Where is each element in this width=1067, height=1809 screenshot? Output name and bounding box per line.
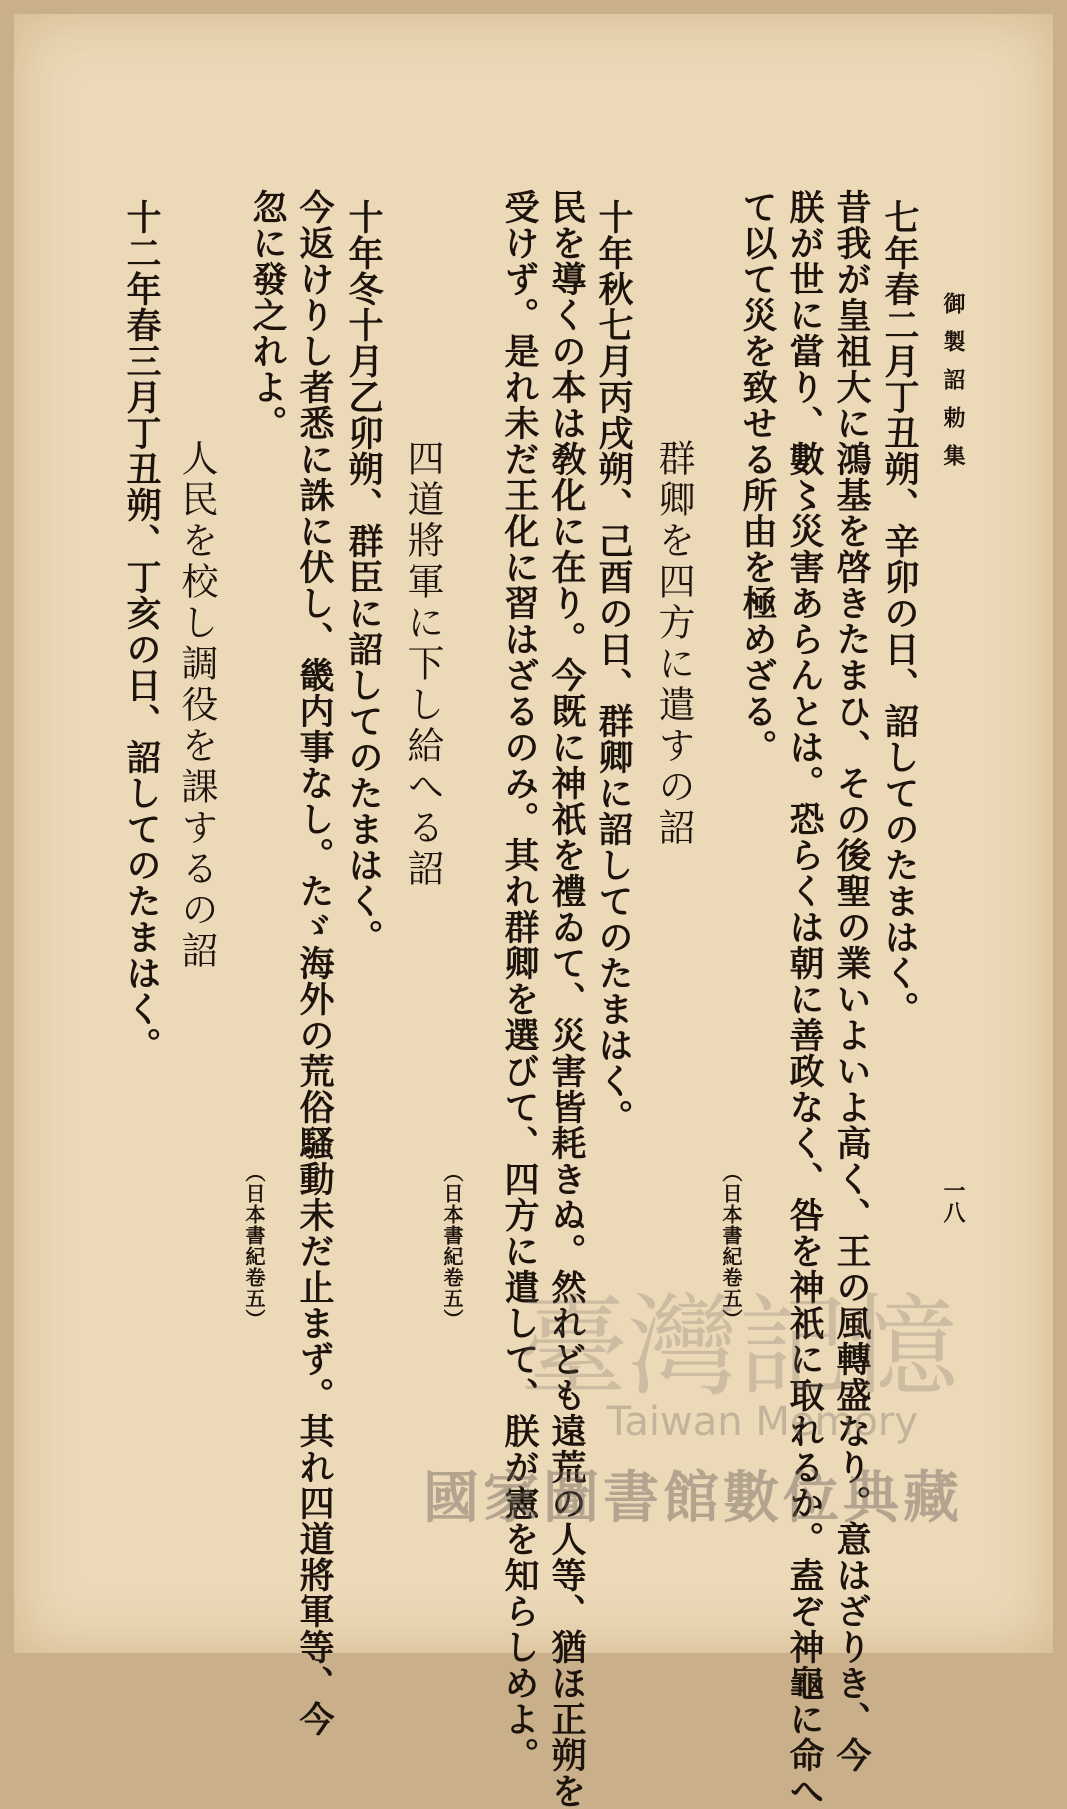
text-column: 民を導くの本は敎化に在り。今既に神祇を禮ゐて、災害皆耗きぬ。然れども遠荒の人等、猶ほ正朔を bbox=[546, 189, 587, 1809]
watermark-logo: 臺灣記憶 bbox=[518, 1283, 958, 1411]
citation: （日本書紀卷五） bbox=[242, 1162, 266, 1330]
text-column: 受けず。是れ未だ王化に習はざるのみ。其れ群卿を選びて、四方に遣して、朕が憲を知らしめよ。 bbox=[499, 189, 540, 1773]
running-head: 御製詔勅集 bbox=[940, 292, 966, 482]
text-column: 十年秋七月丙戌朔、己酉の日、群卿に詔してのたまはく。 bbox=[593, 199, 634, 1135]
section-heading: 人民を校し調役を課するの詔 bbox=[175, 439, 218, 972]
watermark-english: Taiwan Memory bbox=[606, 1399, 918, 1445]
text-column: 十年冬十月乙卯朔、群臣に詔してのたまはく。 bbox=[343, 199, 384, 955]
text-column: 七年春二月丁丑朔、辛卯の日、詔してのたまはく。 bbox=[879, 199, 920, 1027]
page-number: 一八 bbox=[940, 1179, 966, 1223]
section-heading: 群卿を四方に遣すの詔 bbox=[652, 439, 695, 849]
section-heading: 四道將軍に下し給へる詔 bbox=[401, 439, 444, 890]
citation: （日本書紀卷五） bbox=[440, 1162, 464, 1330]
citation: （日本書紀卷五） bbox=[719, 1162, 743, 1330]
book-page bbox=[14, 14, 1053, 1809]
text-column: 今返けりし者悉に誅に伏し、畿内事なし。たゞ海外の荒俗騷動未だ止まず。其れ四道將軍等、今 bbox=[294, 189, 335, 1737]
text-column: 昔我が皇祖大に鴻基を啓きたまひ、その後聖の業いよいよ高く、王の風轉盛なり。意はざりき、今 bbox=[831, 189, 872, 1773]
text-column: 忽に發之れよ。 bbox=[247, 189, 288, 441]
text-column: 十二年春三月丁丑朔、丁亥の日、詔してのたまはく。 bbox=[121, 199, 162, 1063]
text-column: て以て災を致せる所由を極めざる。 bbox=[737, 189, 778, 765]
text-column: 朕が世に當り、數〻災害あらんとは。恐らくは朝に善政なく、咎を神祇に取れるか。盍ぞ神龜に命へ bbox=[784, 189, 825, 1809]
watermark-chinese: 國家圖書館數位典藏 bbox=[423, 1466, 963, 1531]
